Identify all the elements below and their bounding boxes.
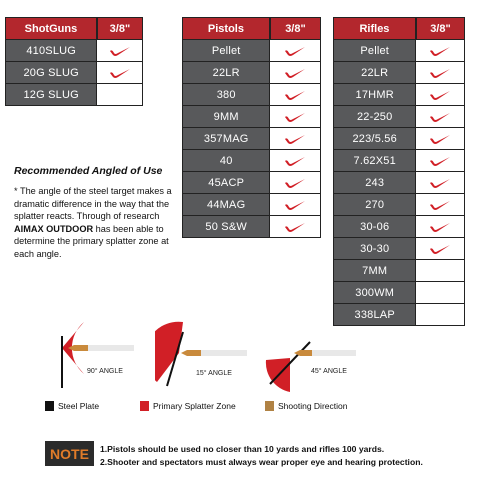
table-row	[183, 106, 321, 128]
check-icon	[284, 178, 306, 188]
ammo-name: Pellet	[183, 40, 270, 62]
check-icon	[284, 222, 306, 232]
compatibility-cell	[270, 62, 321, 84]
table-row	[334, 194, 465, 216]
table-row	[334, 282, 465, 304]
pistols-size-header: 3/8"	[270, 18, 321, 40]
ammo-name: 270	[334, 194, 416, 216]
compatibility-cell	[97, 62, 143, 84]
compatibility-cell	[416, 150, 465, 172]
legend-steel-plate	[45, 401, 99, 411]
legend-splatter-zone	[140, 401, 236, 411]
table-row	[6, 84, 143, 106]
table-row	[334, 62, 465, 84]
legend-splatter-zone-label: Primary Splatter Zone	[153, 401, 236, 411]
compatibility-cell	[270, 106, 321, 128]
shotguns-size-header: 3/8"	[97, 18, 143, 40]
table-row	[334, 172, 465, 194]
table-row	[183, 128, 321, 150]
compatibility-cell	[416, 216, 465, 238]
table-row	[334, 40, 465, 62]
legend-shooting-direction-label: Shooting Direction	[278, 401, 348, 411]
pistols-table	[182, 17, 321, 238]
check-icon	[109, 46, 131, 56]
bullet-45	[294, 350, 356, 356]
table-row	[6, 62, 143, 84]
check-icon	[284, 112, 306, 122]
bullet-90	[68, 345, 134, 351]
compatibility-cell	[270, 40, 321, 62]
compatibility-cell	[416, 304, 465, 326]
compatibility-cell	[270, 84, 321, 106]
compatibility-cell	[270, 216, 321, 238]
ammo-name: 300WM	[334, 282, 416, 304]
brand-name: AIMAX OUTDOOR	[14, 223, 94, 234]
check-icon	[284, 68, 306, 78]
rifles-header: Rifles	[334, 18, 416, 40]
check-icon	[429, 178, 451, 188]
table-row	[334, 238, 465, 260]
compatibility-cell	[270, 194, 321, 216]
table-row	[183, 40, 321, 62]
table-row	[334, 216, 465, 238]
shotguns-table	[5, 17, 143, 106]
check-icon	[284, 90, 306, 100]
ammo-name: 22LR	[183, 62, 270, 84]
compatibility-cell	[270, 150, 321, 172]
check-icon	[429, 222, 451, 232]
table-row	[183, 150, 321, 172]
check-icon	[429, 156, 451, 166]
shotguns-header: ShotGuns	[6, 18, 97, 40]
splatter-zone-swatch	[140, 401, 149, 411]
ammo-name: 9MM	[183, 106, 270, 128]
recommended-body-pre: * The angle of the steel target makes a dramatic difference in the way that the splatter reacts. Through of research	[14, 186, 172, 222]
pistols-header: Pistols	[183, 18, 270, 40]
legend-steel-plate-label: Steel Plate	[58, 401, 100, 411]
check-icon	[109, 68, 131, 78]
ammo-name: 20G SLUG	[6, 62, 97, 84]
splatter-zone-15	[155, 322, 183, 382]
recommended-body-post: has been able to determine the primary splatter zone at each angle.	[14, 223, 169, 259]
ammo-name: 12G SLUG	[6, 84, 97, 106]
compatibility-cell	[270, 128, 321, 150]
ammo-name: 45ACP	[183, 172, 270, 194]
ammo-name: 357MAG	[183, 128, 270, 150]
angle-15-diagram	[155, 320, 255, 395]
ammo-name: 243	[334, 172, 416, 194]
table-row	[334, 150, 465, 172]
angle-45-label: 45° ANGLE	[311, 368, 347, 375]
check-icon	[284, 134, 306, 144]
ammo-name: 50 S&W	[183, 216, 270, 238]
check-icon	[284, 46, 306, 56]
ammo-name: 410SLUG	[6, 40, 97, 62]
bullet-15	[181, 350, 247, 356]
angle-45-diagram	[260, 320, 360, 395]
check-icon	[429, 68, 451, 78]
table-row	[334, 260, 465, 282]
note-line-2: 2.Shooter and spectators must always wear proper eye and hearing protection.	[100, 457, 423, 467]
table-row	[183, 62, 321, 84]
note-line-1: 1.Pistols should be used no closer than 10 yards and rifles 100 yards.	[100, 444, 385, 454]
shooting-direction-swatch	[265, 401, 274, 411]
ammo-name: 30-06	[334, 216, 416, 238]
ammo-name: 22-250	[334, 106, 416, 128]
table-row	[183, 194, 321, 216]
check-icon	[429, 112, 451, 122]
recommended-title: Recommended Angled of Use	[14, 165, 163, 177]
table-row	[334, 128, 465, 150]
compatibility-cell	[270, 172, 321, 194]
legend-shooting-direction	[265, 401, 347, 411]
compatibility-cell	[416, 40, 465, 62]
ammo-name: 40	[183, 150, 270, 172]
table-row	[183, 84, 321, 106]
rifles-size-header: 3/8"	[416, 18, 465, 40]
ammo-name: 17HMR	[334, 84, 416, 106]
compatibility-cell	[416, 194, 465, 216]
compatibility-cell	[416, 84, 465, 106]
table-row	[6, 40, 143, 62]
table-row	[334, 106, 465, 128]
steel-plate-swatch	[45, 401, 54, 411]
angle-90-label: 90° ANGLE	[87, 368, 123, 375]
compatibility-cell	[97, 84, 143, 106]
check-icon	[429, 244, 451, 254]
compatibility-cell	[416, 128, 465, 150]
check-icon	[284, 156, 306, 166]
check-icon	[429, 46, 451, 56]
compatibility-cell	[97, 40, 143, 62]
angle-15-label: 15° ANGLE	[196, 370, 232, 377]
table-row	[334, 84, 465, 106]
ammo-name: 380	[183, 84, 270, 106]
compatibility-cell	[416, 106, 465, 128]
check-icon	[429, 200, 451, 210]
check-icon	[429, 134, 451, 144]
recommended-body	[14, 185, 174, 261]
rifles-table	[333, 17, 465, 326]
compatibility-cell	[416, 238, 465, 260]
note-badge: NOTE	[45, 441, 94, 466]
ammo-name: 22LR	[334, 62, 416, 84]
ammo-name: 338LAP	[334, 304, 416, 326]
ammo-name: Pellet	[334, 40, 416, 62]
compatibility-cell	[416, 260, 465, 282]
table-row	[183, 216, 321, 238]
ammo-name: 44MAG	[183, 194, 270, 216]
ammo-name: 223/5.56	[334, 128, 416, 150]
angle-90-diagram	[50, 318, 150, 393]
compatibility-cell	[416, 62, 465, 84]
check-icon	[429, 90, 451, 100]
compatibility-cell	[416, 282, 465, 304]
ammo-name: 7.62X51	[334, 150, 416, 172]
table-row	[183, 172, 321, 194]
compatibility-cell	[416, 172, 465, 194]
ammo-name: 30-30	[334, 238, 416, 260]
ammo-name: 7MM	[334, 260, 416, 282]
check-icon	[284, 200, 306, 210]
